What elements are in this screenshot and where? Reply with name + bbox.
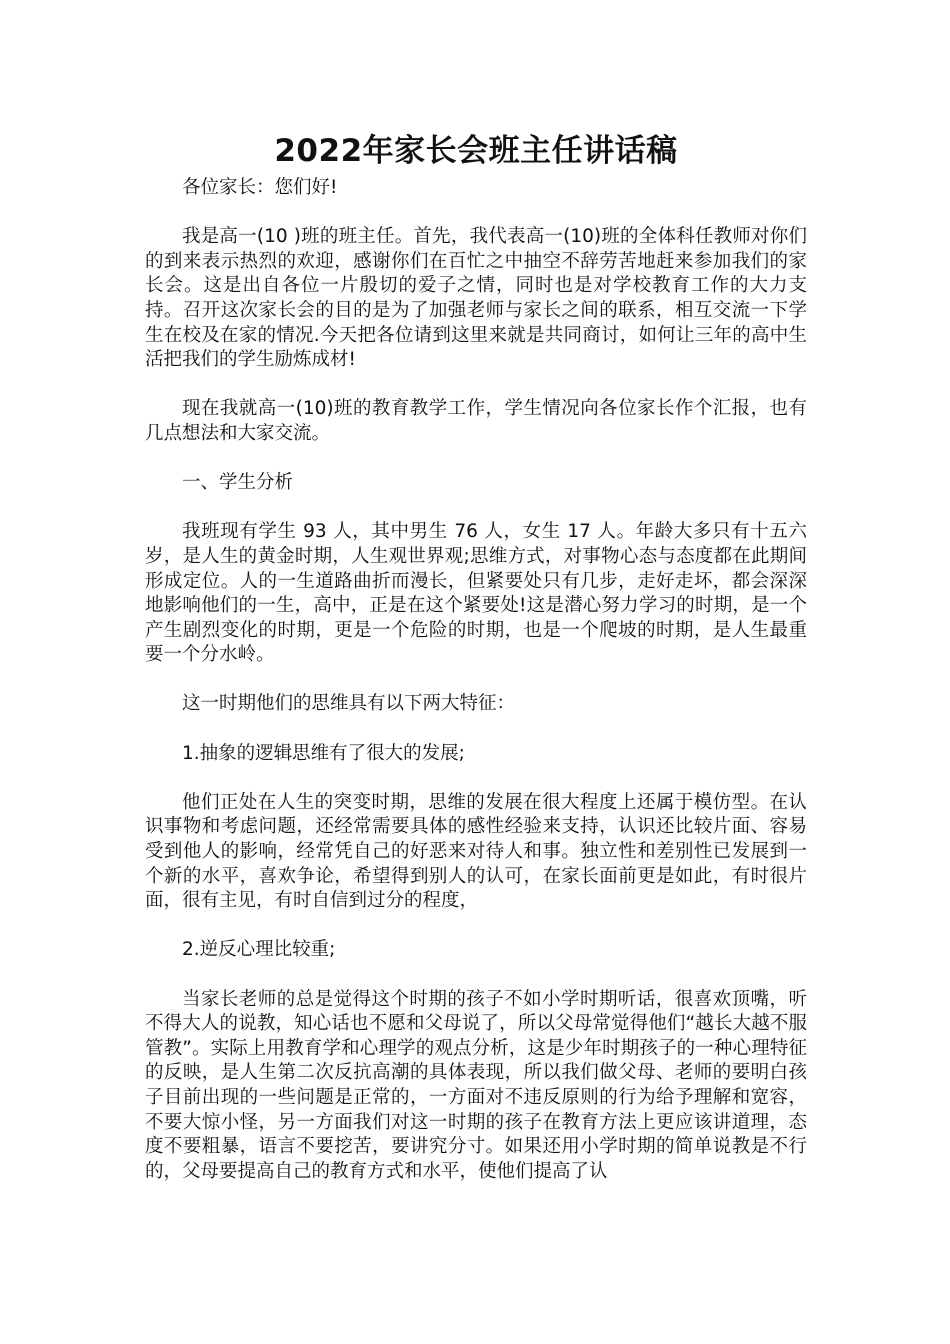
greeting-paragraph: 各位家长：您们好! xyxy=(182,177,338,198)
characteristic-paragraph-1: 他们正处在人生的突变时期，思维的发展在很大程度上还属于模仿型。在认识事物和考虑问题，还经常需要具体的感性经验来支持，认识还比较片面、容易受到他人的影响，经常凭自己的好恶来对待人和事。独立性和差别性已发展到一个新的水平，喜欢争论，希望得到别人的认可，在家长面前更是如此，有时很片面，很有主见，有时自信到过分的程度， xyxy=(145,791,807,912)
student-analysis-paragraph: 我班现有学生 93 人，其中男生 76 人，女生 17 人。年龄大多只有十五六岁，是人生的黄金时期，人生观世界观;思维方式，对事物心态与态度都在此期间形成定位。人的一生道路曲折而漫长，但紧要处只有几步，走好走坏，都会深深地影响他们的一生，高中，正是在这个紧要处!这是潜心努力学习的时期，是一个产生剧烈变化的时期，更是一个危险的时期，也是一个爬坡的时期，是人生最重要一个分水岭。 xyxy=(145,521,807,666)
intro-paragraph: 我是高一(10 )班的班主任。首先，我代表高一(10)班的全体科任教师对你们的到来表示热烈的欢迎，感谢你们在百忙之中抽空不辞劳苦地赶来参加我们的家长会。这是出自各位一片殷切的爱子之情，同时也是对学校教育工作的大力支持。召开这次家长会的目的是为了加强老师与家长之间的联系，相互交流一下学生在校及在家的情况.今天把各位请到这里来就是共同商讨，如何让三年的高中生活把我们的学生励炼成材! xyxy=(145,226,807,371)
characteristic-paragraph-2: 当家长老师的总是觉得这个时期的孩子不如小学时期听话，很喜欢顶嘴，听不得大人的说教，知心话也不愿和父母说了，所以父母常觉得他们“越长大越不服管教”。实际上用教育学和心理学的观点分析，这是少年时期孩子的一种心理特征的反映，是人生第二次反抗高潮的具体表现，所以我们做父母、老师的要明白孩子目前出现的一些问题是正常的，一方面对不违反原则的行为给予理解和宽容，不要大惊小怪，另一方面我们对这一时期的孩子在教育方法上更应该讲道理，态度不要粗暴，语言不要挖苦，要讲究分寸。如果还用小学时期的简单说教是不行的，父母要提高自己的教育方式和水平，使他们提高了认 xyxy=(145,988,807,1182)
report-paragraph: 现在我就高一(10)班的教育教学工作，学生情况向各位家长作个汇报，也有几点想法和大家交流。 xyxy=(145,398,807,444)
section-heading-student-analysis: 一、学生分析 xyxy=(182,472,294,494)
characteristics-intro: 这一时期他们的思维具有以下两大特征： xyxy=(182,693,516,715)
document-page xyxy=(145,128,807,1209)
characteristic-heading-1: 1.抽象的逻辑思维有了很大的发展; xyxy=(182,742,465,764)
document-title: 2022年家长会班主任讲话稿 xyxy=(274,133,678,169)
characteristic-heading-2: 2.逆反心理比较重; xyxy=(182,939,336,961)
